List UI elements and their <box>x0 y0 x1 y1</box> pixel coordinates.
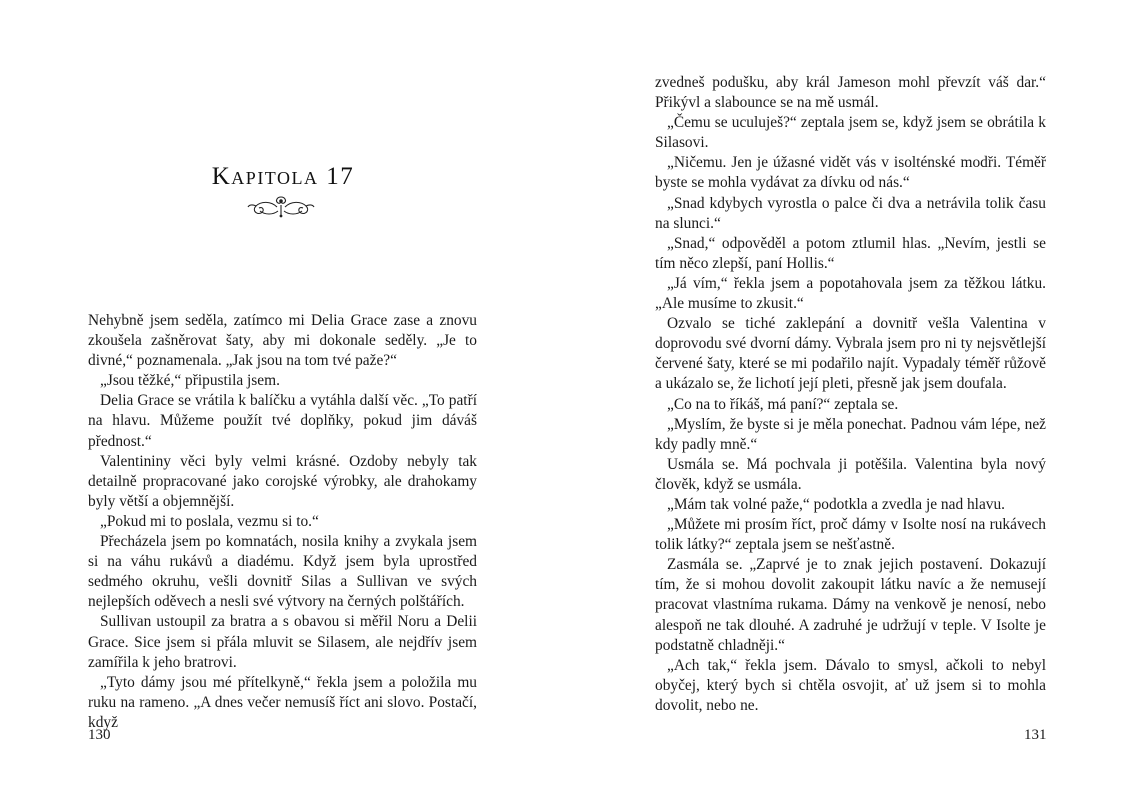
paragraph: Usmála se. Má pochvala ji potěšila. Valentina byla nový člověk, když se usmála. <box>655 455 1046 493</box>
paragraph: „Jsou těžké,“ připustila jsem. <box>100 372 280 390</box>
paragraph: „Tyto dámy jsou mé přítelkyně,“ řekla jsem a položila mu ruku na rameno. „A dnes večer nemusíš říct ani slovo. Postačí, když <box>88 673 477 731</box>
paragraph: „Snad,“ odpověděl a potom ztlumil hlas. „Nevím, jestli se tím něco zlepší, paní Hollis.“ <box>655 234 1046 272</box>
paragraph: „Myslím, že byste si je měla ponechat. Padnou vám lépe, než kdy padly mně.“ <box>655 415 1046 453</box>
paragraph: „Ach tak,“ řekla jsem. Dávalo to smysl, ačkoli to nebyl obyčej, který bych si chtěla osvojit, ať už jsem si to mohla dovolit, nebo ne. <box>655 656 1046 714</box>
right-page-text <box>655 73 1046 716</box>
paragraph: Nehybně jsem seděla, zatímco mi Delia Grace zase a znovu zkoušela zašněrovat šaty, aby mi dokonale seděly. „Je to divné,“ poznamenala. „Jak jsou na tom tvé paže?“ <box>88 312 477 370</box>
paragraph: „Já vím,“ řekla jsem a popotahovala jsem za těžkou látku. „Ale musíme to zkusit.“ <box>655 274 1046 313</box>
paragraph: „Můžete mi prosím říct, proč dámy v Isolte nosí na rukávech tolik látky?“ zeptala jsem se nešťastně. <box>655 516 1046 554</box>
page-number: 130 <box>88 727 111 743</box>
paragraph: zvedneš podušku, aby král Jameson mohl převzít váš dar.“ Přikývl a slabounce se na mě usmál. <box>655 74 1046 112</box>
paragraph: Delia Grace se vrátila k balíčku a vytáhla další věc. „To patří na hlavu. Můžeme použít tvé doplňky, pokud jim dáváš přednost.“ <box>88 392 477 450</box>
paragraph: Zasmála se. „Zaprvé je to znak jejich postavení. Dokazují tím, že si mohou dovolit zakoupit látku navíc a že nemusejí pracovat vlastníma rukama. Dámy na venkově je nenosí, nebo alespoň ne tak dlouhé. A zadruhé je udržují v teple. V Isolte je podstatně chladněji.“ <box>655 556 1046 654</box>
paragraph: „Mám tak volné paže,“ podotkla a zvedla je nad hlavu. <box>667 495 1006 513</box>
paragraph: Ozvalo se tiché zaklepání a dovnitř vešla Valentina v doprovodu své dvorní dámy. Vybrala jsem pro ni ty nejsvětlejší červené šaty, které se mi podařilo najít. Vypadaly téměř růžově a ukázalo se, že lichotí její pleti, přesně jak jsem doufala. <box>655 315 1046 393</box>
left-page-text <box>88 311 477 733</box>
chapter-title: Kapitola 17 <box>211 163 355 190</box>
paragraph: Přecházela jsem po komnatách, nosila knihy a zvykala jsem si na váhu rukávů a diadému. Když jsem byla uprostřed sedmého okruhu, vešli dovnitř Silas a Sullivan ve svých nejlepších oděvech a nesli své výtvory na černých polštářích. <box>88 533 477 611</box>
paragraph: Sullivan ustoupil za bratra a s obavou si měřil Noru a Delii Grace. Sice jsem si přála mluvit se Silasem, ale nejdřív jsem zamířila k jeho bratrovi. <box>88 613 477 671</box>
flourish-ornament-icon <box>247 193 315 219</box>
paragraph: Valentininy věci byly velmi krásné. Ozdoby nebyly tak detailně propracované jako corojské výrobky, ale drahokamy byly větší a objemnější. <box>88 452 477 510</box>
page-number: 131 <box>1024 727 1047 743</box>
paragraph: „Ničemu. Jen je úžasné vidět vás v isolténské modři. Téměř byste se mohla vydávat za dívku od nás.“ <box>655 154 1046 192</box>
paragraph: „Co na to říkáš, má paní?“ zeptala se. <box>667 395 899 413</box>
paragraph: „Snad kdybych vyrostla o palce či dva a netrávila tolik času na slunci.“ <box>655 194 1046 232</box>
paragraph: „Čemu se uculuješ?“ zeptala jsem se, když jsem se obrátila k Silasovi. <box>655 114 1046 152</box>
paragraph: „Pokud mi to poslala, vezmu si to.“ <box>100 512 319 530</box>
